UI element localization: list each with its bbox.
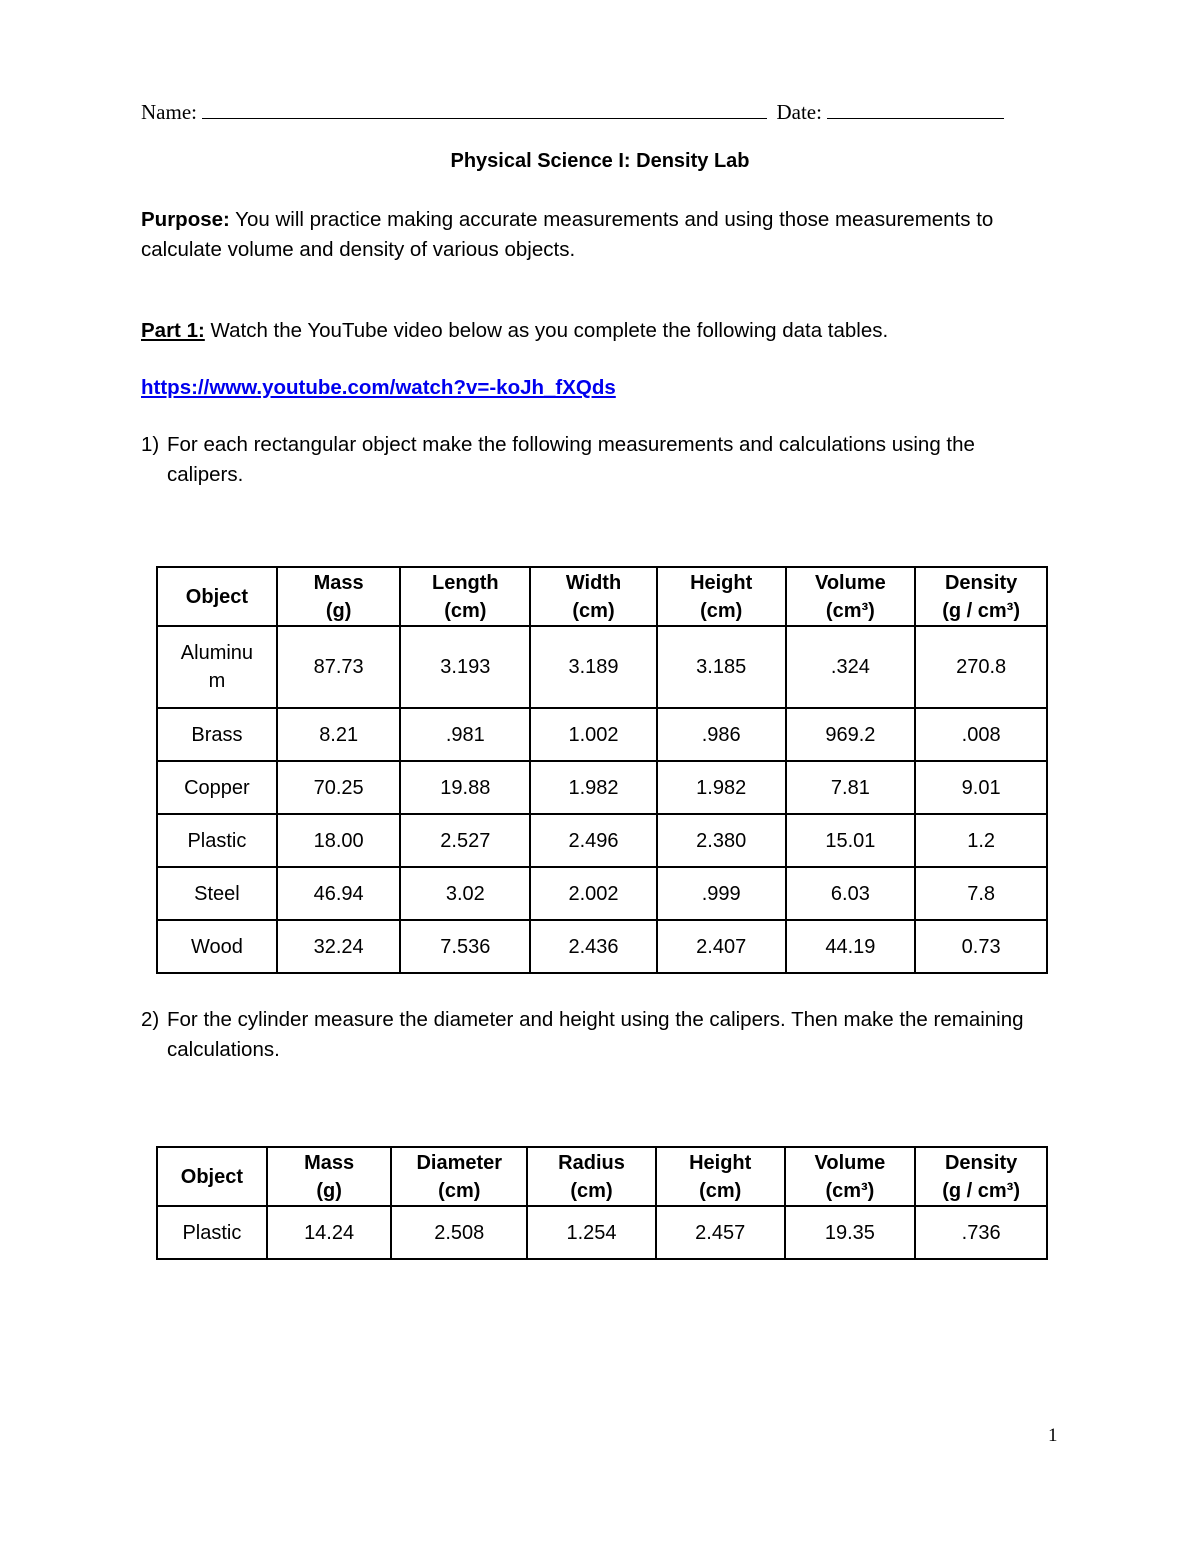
table-row [157, 920, 1047, 973]
youtube-link[interactable]: https://www.youtube.com/watch?v=-koJh_fXQds [141, 376, 616, 399]
cell-density: 0.73 [915, 920, 1047, 973]
cell-height: 2.407 [657, 920, 786, 973]
cell-object: Copper [157, 761, 277, 814]
cell-object: Plastic [157, 1206, 267, 1259]
cell-width: 1.982 [530, 761, 657, 814]
header-width: Width (cm) [530, 567, 657, 626]
question-2 [141, 1005, 1041, 1065]
name-date-line [141, 98, 1031, 125]
cell-volume: 44.19 [786, 920, 916, 973]
question-1 [141, 430, 1041, 490]
date-label: Date: [776, 100, 822, 124]
cell-height: 2.380 [657, 814, 786, 867]
cell-width: 2.496 [530, 814, 657, 867]
cell-object: Aluminu m [157, 626, 277, 708]
cell-width: 2.436 [530, 920, 657, 973]
cell-width: 3.189 [530, 626, 657, 708]
cell-density: 1.2 [915, 814, 1047, 867]
header-density: Density (g / cm³) [915, 1147, 1047, 1206]
cell-diameter: 2.508 [391, 1206, 527, 1259]
header-object: Object [157, 567, 277, 626]
cell-radius: 1.254 [527, 1206, 656, 1259]
header-length: Length (cm) [400, 567, 530, 626]
purpose-label: Purpose: [141, 208, 230, 231]
cell-density: 270.8 [915, 626, 1047, 708]
question-1-text: For each rectangular object make the following measurements and calculations using the calipers. [167, 433, 975, 486]
cell-object: Plastic [157, 814, 277, 867]
cell-length: .981 [400, 708, 530, 761]
cell-volume: .324 [786, 626, 916, 708]
cell-length: 3.193 [400, 626, 530, 708]
cell-object: Steel [157, 867, 277, 920]
cylinder-table [156, 1146, 1048, 1260]
cell-mass: 46.94 [277, 867, 401, 920]
purpose-paragraph [141, 205, 1041, 265]
part1-text: Watch the YouTube video below as you complete the following data tables. [204, 319, 889, 342]
header-height: Height (cm) [656, 1147, 785, 1206]
header-volume: Volume (cm³) [785, 1147, 916, 1206]
header-volume: Volume (cm³) [786, 567, 916, 626]
cell-length: 7.536 [400, 920, 530, 973]
header-mass: Mass (g) [277, 567, 401, 626]
table-row [157, 814, 1047, 867]
header-radius: Radius (cm) [527, 1147, 656, 1206]
cell-mass: 87.73 [277, 626, 401, 708]
table-row [157, 708, 1047, 761]
header-diameter: Diameter (cm) [391, 1147, 527, 1206]
cell-object: Wood [157, 920, 277, 973]
cell-volume: 6.03 [786, 867, 916, 920]
table-row [157, 626, 1047, 708]
question-2-text: For the cylinder measure the diameter and height using the calipers. Then make the remaining calculations. [167, 1008, 1024, 1061]
rectangular-objects-table [156, 566, 1048, 974]
cell-density: .008 [915, 708, 1047, 761]
cell-object: Brass [157, 708, 277, 761]
cell-height: .999 [657, 867, 786, 920]
cell-mass: 8.21 [277, 708, 401, 761]
header-density: Density (g / cm³) [915, 567, 1047, 626]
cell-height: 2.457 [656, 1206, 785, 1259]
cell-height: 1.982 [657, 761, 786, 814]
cell-volume: 15.01 [786, 814, 916, 867]
name-blank[interactable] [202, 98, 767, 119]
header-height: Height (cm) [657, 567, 786, 626]
table-header-row [157, 567, 1047, 626]
cell-height: 3.185 [657, 626, 786, 708]
cell-volume: 969.2 [786, 708, 916, 761]
cell-length: 3.02 [400, 867, 530, 920]
cell-density: 7.8 [915, 867, 1047, 920]
page-number: 1 [1048, 1425, 1058, 1446]
cell-density: .736 [915, 1206, 1047, 1259]
date-blank[interactable] [827, 98, 1004, 119]
table-header-row [157, 1147, 1047, 1206]
cell-volume: 7.81 [786, 761, 916, 814]
part1-label: Part 1: [141, 319, 205, 342]
cell-volume: 19.35 [785, 1206, 916, 1259]
cell-mass: 70.25 [277, 761, 401, 814]
question-2-number: 2) [141, 1008, 160, 1031]
cell-length: 2.527 [400, 814, 530, 867]
cell-mass: 14.24 [267, 1206, 392, 1259]
table-row [157, 1206, 1047, 1259]
cell-mass: 32.24 [277, 920, 401, 973]
table-row [157, 761, 1047, 814]
table-row [157, 867, 1047, 920]
cell-width: 2.002 [530, 867, 657, 920]
header-object: Object [157, 1147, 267, 1206]
cell-width: 1.002 [530, 708, 657, 761]
cell-height: .986 [657, 708, 786, 761]
cell-mass: 18.00 [277, 814, 401, 867]
header-mass: Mass (g) [267, 1147, 392, 1206]
name-label: Name: [141, 100, 197, 124]
cell-length: 19.88 [400, 761, 530, 814]
question-1-number: 1) [141, 433, 160, 456]
part1-paragraph [141, 316, 1041, 346]
page-title: Physical Science I: Density Lab [450, 150, 750, 172]
cell-density: 9.01 [915, 761, 1047, 814]
purpose-text: You will practice making accurate measurements and using those measurements to calculate volume and density of various objects. [141, 208, 994, 261]
